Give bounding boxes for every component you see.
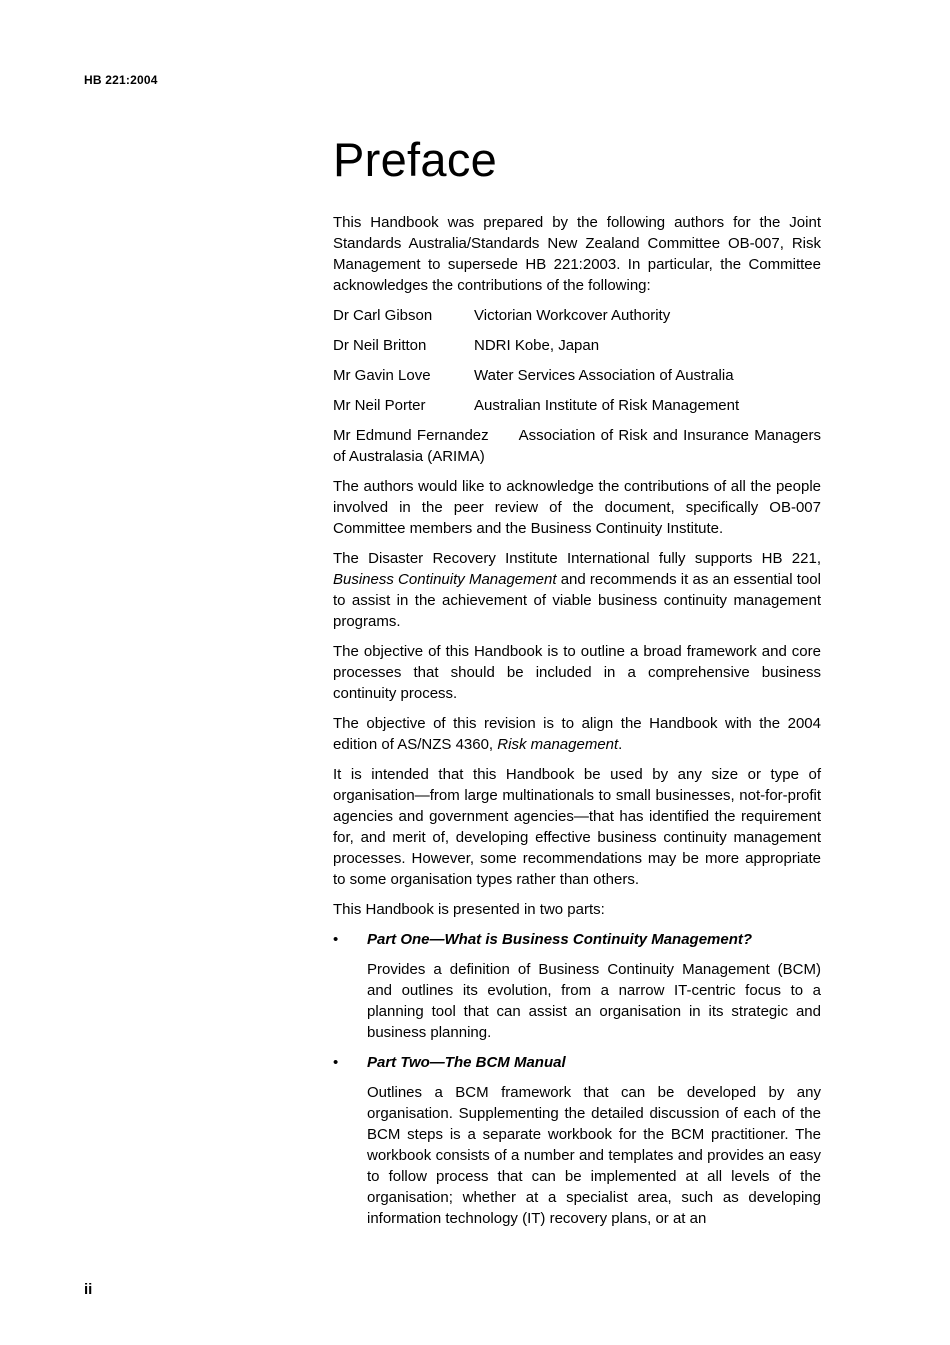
contributor-org: Victorian Workcover Authority	[474, 307, 671, 324]
intro-paragraph: This Handbook was prepared by the following authors for the Joint Standards Australia/Standards New Zealand Committee OB-007, Risk Management to supersede HB 221:2003. In particular, the Committee acknowledges the contributions of the following:	[333, 214, 821, 294]
contributor-row	[333, 305, 821, 326]
page-title: Preface	[333, 133, 498, 186]
part-two-item	[333, 1052, 821, 1073]
contributor-org: Australian Institute of Risk Management	[474, 397, 740, 414]
contributor-row	[333, 365, 821, 386]
contributor-row	[333, 335, 821, 356]
preface-content	[333, 130, 821, 1238]
contributor-org: Association of Risk and Insurance Managers of Australasia (ARIMA)	[333, 427, 821, 465]
bullet-icon: •	[333, 931, 339, 948]
part-description: Provides a definition of Business Continuity Management (BCM) and outlines its evolution, from a narrow IT-centric focus to a planning tool that can assist an organisation in its strategic and business planning.	[367, 961, 821, 1041]
part-description: Outlines a BCM framework that can be developed by any organisation. Supplementing the detailed discussion of each of the BCM steps is a separate workbook for the BCM practitioner. The workbook consists of a number and templates and provides an easy to follow process that can be implemented at all levels of the organisation; whether at a specialist area, such as developing information technology (IT) recovery plans, or at an	[367, 1084, 821, 1227]
part-one-item	[333, 929, 821, 950]
acknowledgement-paragraph: The authors would like to acknowledge the contributions of all the people involved in the peer review of the document, specifically OB-007 Committee members and the Business Continuity Institute.	[333, 478, 821, 537]
intended-use-paragraph: It is intended that this Handbook be used by any size or type of organisation—from large multinationals to small businesses, not-for-profit agencies and government agencies—that has identified the requirement for, and merit of, developing effective business continuity management processes. However, some recommendations may be more appropriate to some organisation types rather than others.	[333, 766, 821, 888]
revision-paragraph: The objective of this revision is to align the Handbook with the 2004 edition of AS/NZS 4360, Risk management.	[333, 715, 821, 753]
parts-intro-paragraph: This Handbook is presented in two parts:	[333, 901, 605, 918]
contributor-row	[333, 425, 821, 467]
contributor-name: Mr Gavin Love	[333, 367, 431, 384]
contributor-name: Dr Carl Gibson	[333, 307, 433, 324]
contributor-row	[333, 395, 821, 416]
part-heading: Part Two—The BCM Manual	[367, 1054, 566, 1071]
contributor-name: Mr Neil Porter	[333, 397, 426, 414]
bullet-icon: •	[333, 1054, 339, 1071]
contributor-org: Water Services Association of Australia	[474, 367, 734, 384]
contributor-org: NDRI Kobe, Japan	[474, 337, 600, 354]
contributor-name: Dr Neil Britton	[333, 337, 427, 354]
part-heading: Part One—What is Business Continuity Management?	[367, 931, 753, 948]
document-code: HB 221:2004	[84, 73, 158, 87]
dri-paragraph: The Disaster Recovery Institute International fully supports HB 221, Business Continuity Management and recommends it as an essential tool to assist in the achievement of viable business continuity management programs.	[333, 550, 821, 630]
objective-paragraph: The objective of this Handbook is to outline a broad framework and core processes that should be included in a comprehensive business continuity process.	[333, 643, 821, 702]
contributor-name: Mr Edmund Fernandez	[333, 427, 489, 444]
page-number: ii	[84, 1281, 93, 1298]
